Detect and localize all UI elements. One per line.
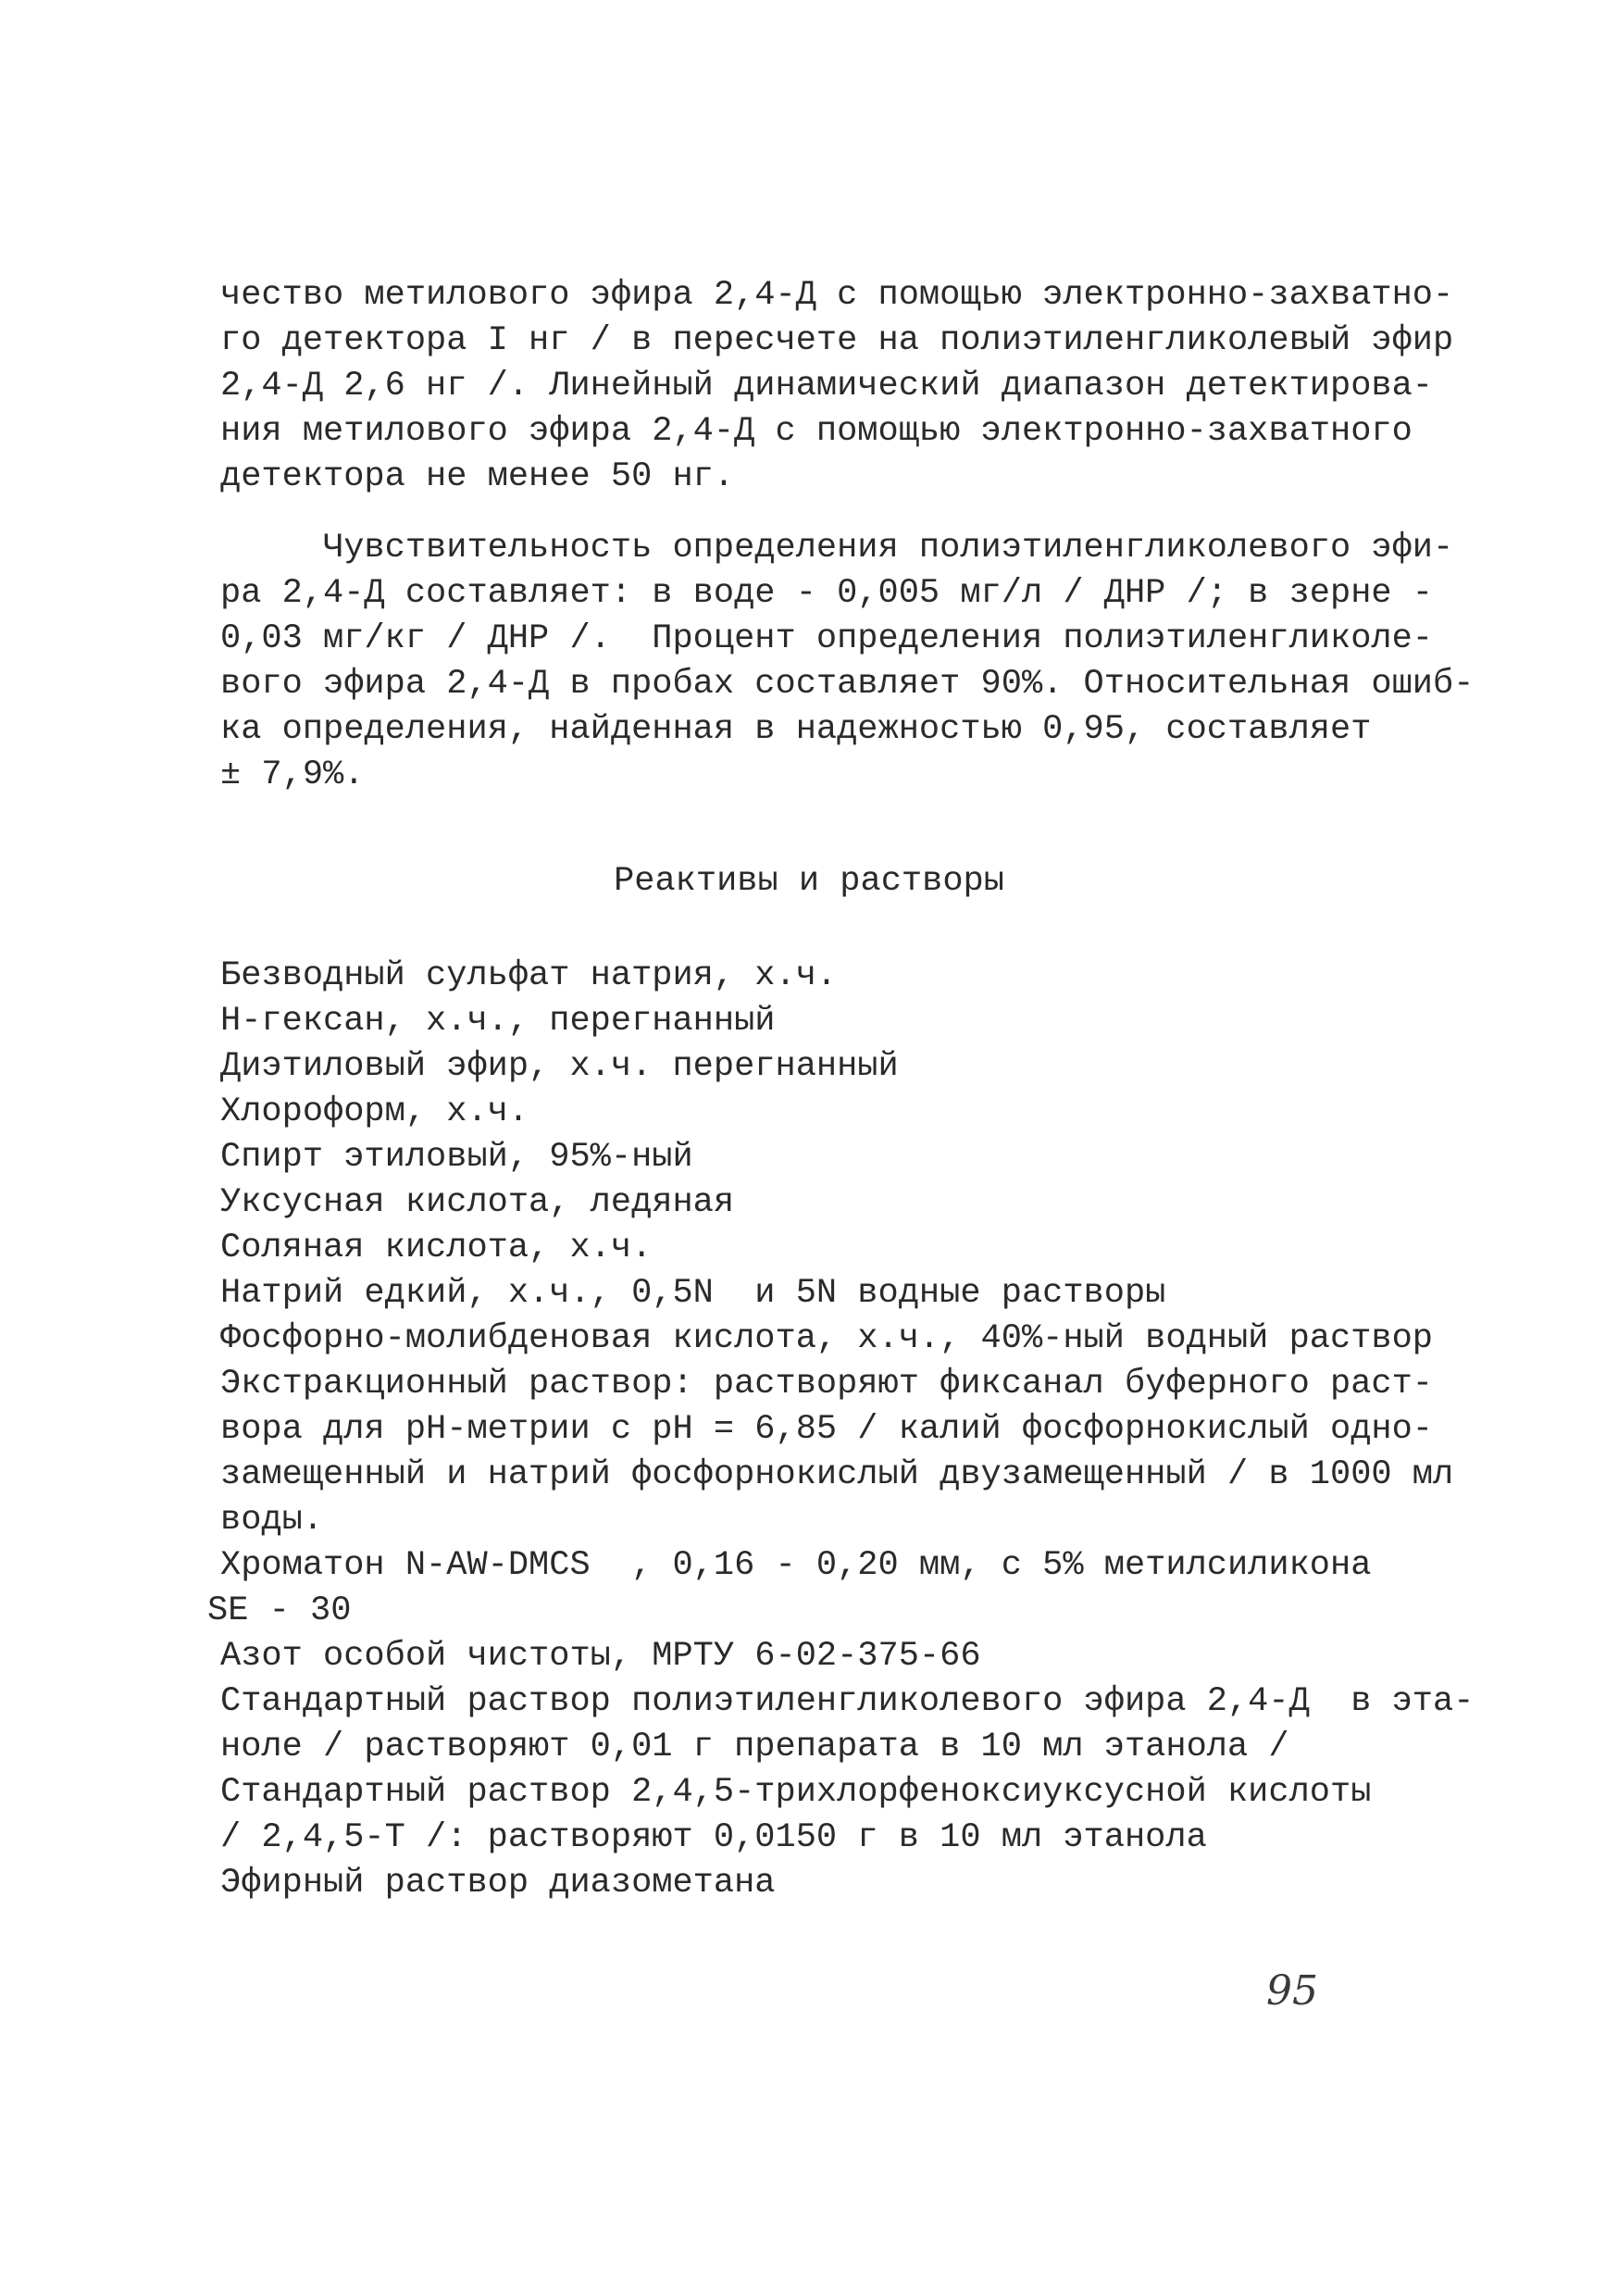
text-line: ния метилового эфира 2,4-Д с помощью электронно-захватного <box>220 412 1413 451</box>
list-item: Стандартный раствор 2,4,5-трихлорфеноксиуксусной кислоты <box>220 1773 1372 1812</box>
list-item: вора для рН-метрии с рН = 6,85 / калий фосфорнокислый одно- <box>220 1410 1434 1449</box>
list-item: Натрий едкий, х.ч., 0,5N и 5N водные растворы <box>220 1274 1166 1313</box>
list-item: Соляная кислота, х.ч. <box>220 1229 653 1267</box>
list-item: / 2,4,5-Т /: растворяют 0,0150 г в 10 мл этанола <box>220 1818 1207 1857</box>
list-item: воды. <box>220 1501 324 1540</box>
list-item: Фосфорно-молибденовая кислота, х.ч., 40%-ный водный раствор <box>220 1319 1434 1358</box>
text-line: 0,03 мг/кг / ДНР /. Процент определения полиэтиленгликоле- <box>220 619 1434 658</box>
section-heading: Реактивы и растворы <box>614 862 1004 901</box>
text-line: ка определения, найденная в надежностью 0,95, составляет <box>220 710 1372 749</box>
list-item: Безводный сульфат натрия, х.ч. <box>220 956 838 995</box>
text-line: 2,4-Д 2,6 нг /. Линейный динамический диапазон детектирова- <box>220 367 1434 406</box>
text-line: ± 7,9%. <box>220 755 365 794</box>
list-item: замещенный и натрий фосфорнокислый двузамещенный / в 1000 мл <box>220 1455 1454 1494</box>
text-line: го детектора I нг / в пересчете на полиэтиленгликолевый эфир <box>220 321 1454 360</box>
text-line: Чувствительность определения полиэтиленгликолевого эфи- <box>220 529 1454 568</box>
text-line: ра 2,4-Д составляет: в воде - 0,005 мг/л / ДНР /; в зерне - <box>220 574 1434 613</box>
text-line: детектора не менее 50 нг. <box>220 457 735 496</box>
list-item: Н-гексан, х.ч., перегнанный <box>220 1002 776 1041</box>
list-item: Хлороформ, х.ч. <box>220 1092 529 1131</box>
list-item: Диэтиловый эфир, х.ч. перегнанный <box>220 1047 899 1086</box>
list-item: Азот особой чистоты, МРТУ 6-02-375-66 <box>220 1637 981 1676</box>
list-item: Уксусная кислота, ледяная <box>220 1183 735 1222</box>
list-item: ноле / растворяют 0,01 г препарата в 10 мл этанола / <box>220 1728 1289 1766</box>
list-item: Эфирный раствор диазометана <box>220 1864 776 1903</box>
list-item: SE - 30 <box>207 1591 352 1630</box>
intro-paragraph <box>220 273 1454 500</box>
page-number: 95 <box>1266 1967 1318 2015</box>
list-item: Хроматон N-AW-DMCS , 0,16 - 0,20 мм, с 5% метилсиликона <box>220 1546 1372 1585</box>
list-item: Стандартный раствор полиэтиленгликолевого эфира 2,4-Д в эта- <box>220 1682 1475 1721</box>
reagents-list <box>207 954 1475 1906</box>
sensitivity-paragraph <box>220 526 1475 798</box>
list-item: Спирт этиловый, 95%-ный <box>220 1138 693 1177</box>
list-item: Экстракционный раствор: растворяют фиксанал буферного раст- <box>220 1365 1434 1404</box>
text-line: вого эфира 2,4-Д в пробах составляет 90%. Относительная ошиб- <box>220 665 1475 704</box>
text-line: чество метилового эфира 2,4-Д с помощью электронно-захватно- <box>220 276 1454 315</box>
